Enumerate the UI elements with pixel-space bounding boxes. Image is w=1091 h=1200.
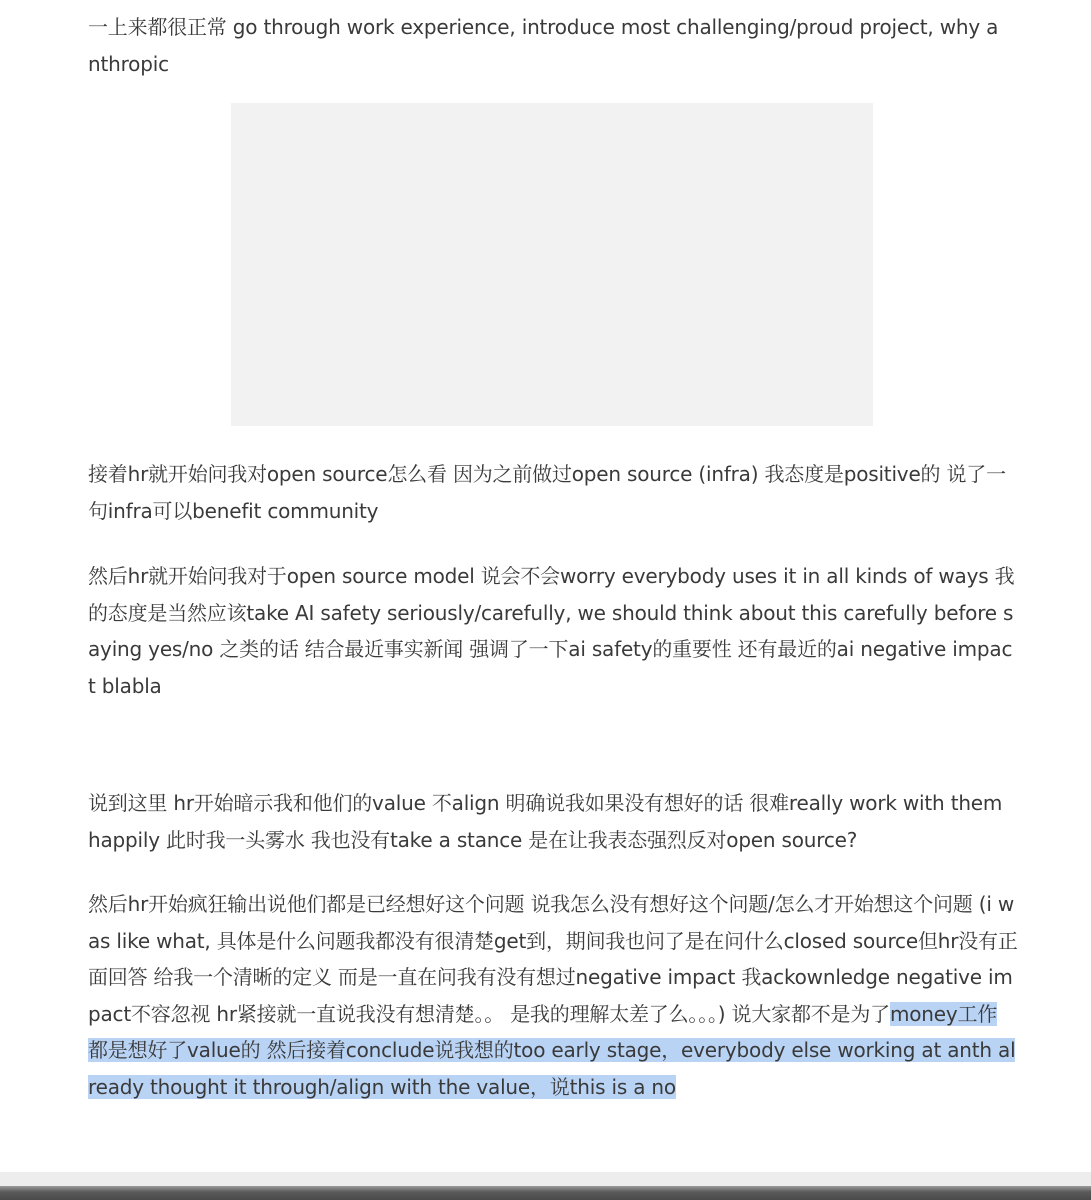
- paragraph-intro: 一上来都很正常 go through work experience, introduce most challenging/proud project, why anthropic: [88, 15, 999, 76]
- paragraph-conclusion-text: 然后hr开始疯狂输出说他们都是已经想好这个问题 说我怎么没有想好这个问题/怎么才开始想这个问题 (i was like what, 具体是什么问题我都没有很清楚get到，期间我也问了是在问什么closed source但hr没有正面回答 给我一个清晰的定义 而是一直在问我有没有想过negative impact 我ackownledge negative impact不容忽视 hr紧接就一直说我没有想清楚。。 是我的理解太差了么。。。) 说大家都不是为了: [88, 892, 1018, 1026]
- paragraph-conclusion: [88, 886, 1018, 1105]
- paragraph-value-align: 说到这里 hr开始暗示我和他们的value 不align 明确说我如果没有想好的话 很难really work with them happily 此时我一头雾水 我也没有take a stance 是在让我表态强烈反对open source?: [88, 791, 1003, 852]
- paragraph-open-source-model: 然后hr就开始问我对于open source model 说会不会worry everybody uses it in all kinds of ways 我的态度是当然应该take AI safety seriously/carefully, we should think about this carefully before saying yes/no 之类的话 结合最近事实新闻 强调了一下ai safety的重要性 还有最近的ai negative impact blabla: [88, 564, 1015, 698]
- image-placeholder: [231, 103, 873, 426]
- paragraph-open-source: 接着hr就开始问我对open source怎么看 因为之前做过open source (infra) 我态度是positive的 说了一句infra可以benefit community: [88, 462, 1006, 523]
- selected-text-highlight[interactable]: money工作 都是想好了value的 然后接着conclude说我想的too early stage，everybody else working at anth already thought it through/align with the value，说this is a no: [88, 1001, 1016, 1099]
- bottom-scroll-edge: [0, 1172, 1091, 1200]
